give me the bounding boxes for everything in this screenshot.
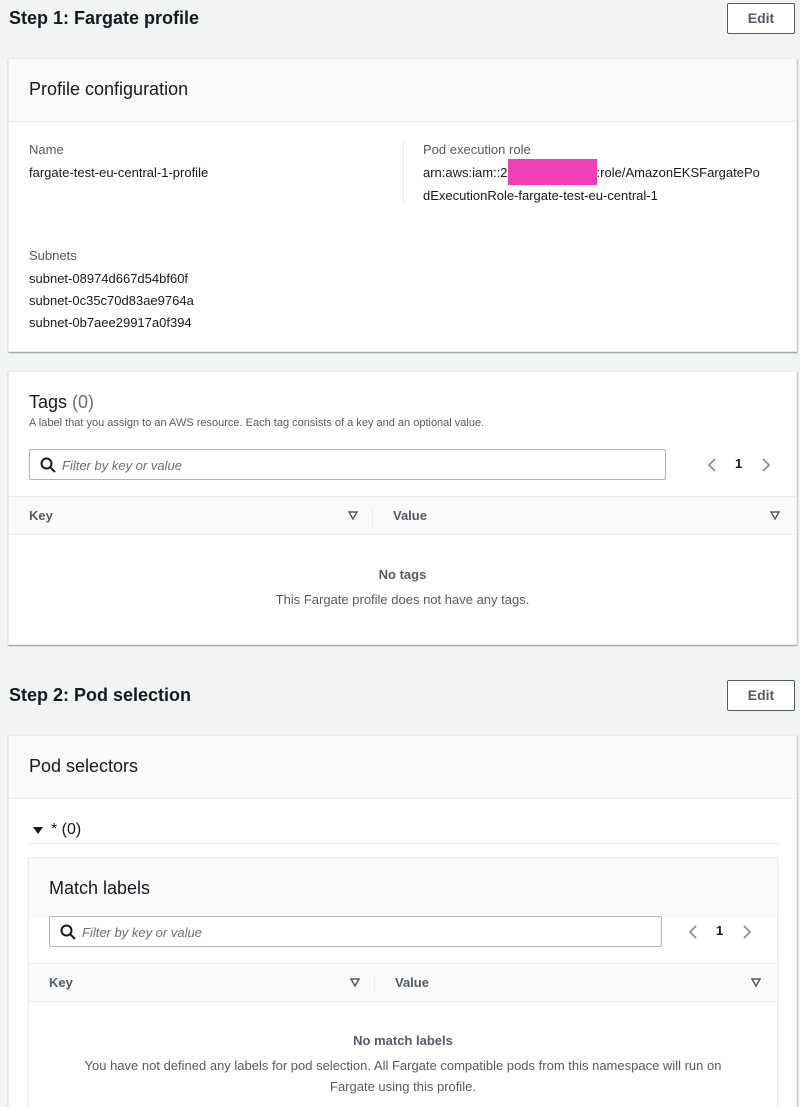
match-labels-panel: [28, 857, 778, 1107]
empty-desc-line1: You have not defined any labels for pod selection. All Fargate compatible pods from this namespace will run on: [84, 1058, 722, 1073]
pod-selectors-panel: [8, 735, 797, 1107]
step1-edit-button[interactable]: Edit: [727, 3, 795, 34]
sort-down-icon[interactable]: [350, 978, 360, 987]
tags-page-number[interactable]: 1: [735, 456, 743, 471]
step1-title: Step 1: Fargate profile: [9, 8, 200, 28]
match-labels-empty-description: [29, 1055, 777, 1097]
role-arn-suffix: :role/AmazonEKSFargatePo: [596, 165, 760, 180]
match-labels-pagination: [686, 922, 766, 942]
pod-selectors-title: Pod selectors: [29, 756, 139, 776]
search-icon: [60, 924, 76, 940]
chevron-right-icon[interactable]: [759, 457, 773, 473]
tags-pagination: [705, 455, 785, 475]
subnet-item: subnet-08974d667d54bf60f: [29, 271, 189, 286]
pod-selectors-header: [9, 736, 796, 799]
selector-label[interactable]: * (0): [51, 821, 82, 838]
selector-expander[interactable]: [29, 822, 779, 844]
column-separator: [372, 507, 373, 527]
tags-col-value[interactable]: Value: [393, 508, 427, 523]
tags-filter-input[interactable]: [62, 454, 634, 476]
sort-down-icon[interactable]: [348, 511, 358, 520]
tags-col-key[interactable]: Key: [29, 508, 53, 523]
role-arn-prefix: arn:aws:iam::2: [423, 165, 508, 180]
search-icon: [40, 457, 56, 473]
chevron-right-icon[interactable]: [740, 924, 754, 940]
column-separator: [374, 974, 375, 994]
caret-down-icon[interactable]: [33, 826, 43, 835]
step2-title: Step 2: Pod selection: [9, 685, 192, 705]
step1-header: [0, 0, 800, 40]
pod-execution-role-value: [423, 162, 793, 207]
step2-header: [0, 677, 800, 717]
profile-configuration-title: Profile configuration: [29, 79, 189, 99]
tags-panel: [8, 371, 797, 645]
profile-configuration-panel: [8, 58, 797, 352]
tags-title-text: Tags: [29, 392, 68, 412]
redaction-block: [508, 159, 597, 185]
match-labels-table-header: [29, 963, 777, 1002]
match-labels-col-key[interactable]: Key: [49, 975, 73, 990]
chevron-left-icon[interactable]: [686, 924, 700, 940]
empty-desc-line2: Fargate using this profile.: [330, 1079, 476, 1094]
subnets-label: Subnets: [29, 248, 77, 263]
name-label: Name: [29, 142, 64, 157]
pod-execution-role-label: Pod execution role: [423, 142, 531, 157]
tags-title: [29, 392, 94, 413]
match-labels-filter[interactable]: [49, 916, 662, 947]
match-labels-header: [29, 858, 777, 918]
name-value: fargate-test-eu-central-1-profile: [29, 165, 209, 180]
subnets-list: [29, 268, 194, 334]
match-labels-col-value[interactable]: Value: [395, 975, 429, 990]
match-labels-page-number[interactable]: 1: [716, 923, 724, 938]
tags-empty-description: This Fargate profile does not have any tags.: [275, 592, 530, 607]
role-arn-line2: dExecutionRole-fargate-test-eu-central-1: [423, 187, 658, 203]
match-labels-filter-input[interactable]: [82, 921, 632, 943]
match-labels-title: Match labels: [49, 878, 151, 898]
subnet-item: subnet-0b7aee29917a0f394: [29, 315, 192, 330]
tags-empty-title: No tags: [378, 567, 427, 582]
sort-down-icon[interactable]: [770, 511, 780, 520]
subnet-item: subnet-0c35c70d83ae9764a: [29, 293, 194, 308]
tags-filter[interactable]: [29, 449, 666, 480]
step2-edit-button[interactable]: Edit: [727, 680, 795, 711]
sort-down-icon[interactable]: [751, 978, 761, 987]
tags-description: A label that you assign to an AWS resource. Each tag consists of a key and an optional value.: [29, 417, 485, 429]
chevron-left-icon[interactable]: [705, 457, 719, 473]
column-divider: [403, 138, 404, 205]
profile-configuration-header: [9, 59, 796, 122]
tags-count: (0): [72, 392, 95, 412]
match-labels-empty-title: No match labels: [353, 1033, 453, 1048]
tags-table-header: [9, 496, 796, 535]
